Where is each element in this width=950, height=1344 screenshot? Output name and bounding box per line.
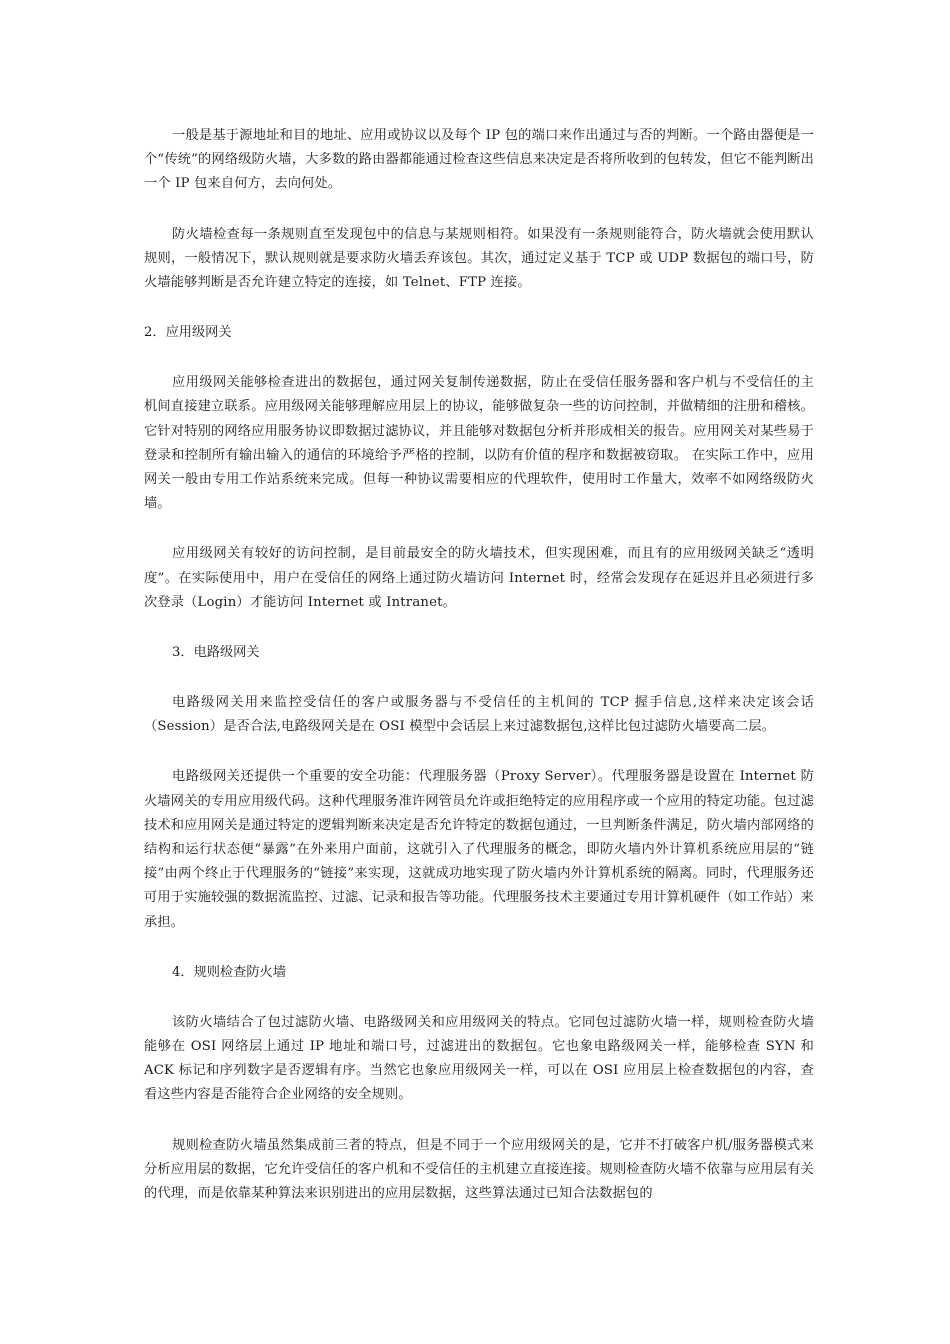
section-heading-application-gateway: 2．应用级网关 bbox=[144, 325, 232, 341]
paragraph-circuit-gateway: 电路级网关用来监控受信任的客户或服务器与不受信任的主机间的 TCP 握手信息,这样来决定该会话（Session）是否合法,电路级网关是在 OSI 模型中会话层上来过滤数据包,这样比包过滤防火墙要高二层。 bbox=[144, 695, 814, 735]
paragraph-rule-check-firewall-detail: 规则检查防火墙虽然集成前三者的特点，但是不同于一个应用级网关的是，它并不打破客户机/服务器模式来分析应用层的数据，它允许受信任的客户机和不受信任的主机建立直接连接。规则检查防火墙不依靠与应用层有关的代理，而是依靠某种算法来识别进出的应用层数据，这些算法通过已知合法数据包的 bbox=[144, 1137, 814, 1202]
paragraph-packet-filter-basis: 一般是基于源地址和目的地址、应用或协议以及每个 IP 包的端口来作出通过与否的判断。一个路由器便是一个“传统”的网络级防火墙，大多数的路由器都能通过检查这些信息来决定是否将所收到的包转发，但它不能判断出一个 IP 包来自何方，去向何处。 bbox=[144, 128, 814, 192]
paragraph-rule-check-firewall: 该防火墙结合了包过滤防火墙、电路级网关和应用级网关的特点。它同包过滤防火墙一样，规则检查防火墙能够在 OSI 网络层上通过 IP 地址和端口号，过滤进出的数据包。它也象电路级网关一样，能够检查 SYN 和 ACK 标记和序列数字是否逻辑有序。当然它也象应用级网关一样，可以在 OSI 应用层上检查数据包的内容，查看这些内容是否能符合企业网络的安全规则。 bbox=[144, 1014, 814, 1103]
section-heading-rule-check-firewall: 4．规则检查防火墙 bbox=[172, 964, 286, 980]
section-heading-circuit-gateway: 3．电路级网关 bbox=[172, 645, 260, 661]
paragraph-firewall-rules: 防火墙检查每一条规则直至发现包中的信息与某规则相符。如果没有一条规则能符合，防火墙就会使用默认规则，一般情况下，默认规则就是要求防火墙丢弃该包。其次，通过定义基于 TCP 或 UDP 数据包的端口号，防火墙能够判断是否允许建立特定的连接，如 Telnet、FTP 连接。 bbox=[144, 226, 814, 291]
document-page bbox=[144, 124, 814, 1232]
paragraph-proxy-server: 电路级网关还提供一个重要的安全功能：代理服务器（Proxy Server）。代理服务器是设置在 Internet 防火墙网关的专用应用级代码。这种代理服务准许网管员允许或拒绝特定的应用程序或一个应用的特定功能。包过滤技术和应用网关是通过特定的逻辑判断来决定是否允许特定的数据包通过，一旦判断条件满足，防火墙内部网络的结构和运行状态便“暴露”在外来用户面前，这就引入了代理服务的概念，即防火墙内外计算机系统应用层的“链接”由两个终止于代理服务的“链接”来实现，这就成功地实现了防火墙内外计算机系统的隔离。同时，代理服务还可用于实施较强的数据流监控、过滤、记录和报告等功能。代理服务技术主要通过专用计算机硬件（如工作站）来承担。 bbox=[144, 769, 814, 930]
paragraph-application-gateway-access: 应用级网关有较好的访问控制，是目前最安全的防火墙技术，但实现困难，而且有的应用级网关缺乏“透明度”。在实际使用中，用户在受信任的网络上通过防火墙访问 Internet 时，经常会发现存在延迟并且必须进行多次登录（Login）才能访问 Internet 或 Intranet。 bbox=[144, 546, 814, 610]
paragraph-application-gateway: 应用级网关能够检查进出的数据包，通过网关复制传递数据，防止在受信任服务器和客户机与不受信任的主机间直接建立联系。应用级网关能够理解应用层上的协议，能够做复杂一些的访问控制，并做精细的注册和稽核。它针对特别的网络应用服务协议即数据过滤协议，并且能够对数据包分析并形成相关的报告。应用网关对某些易于登录和控制所有输出输入的通信的环境给予严格的控制，以防有价值的程序和数据被窃取。 在实际工作中，应用网关一般由专用工作站系统来完成。但每一种协议需要相应的代理软件，使用时工作量大，效率不如网络级防火墙。 bbox=[144, 375, 814, 512]
